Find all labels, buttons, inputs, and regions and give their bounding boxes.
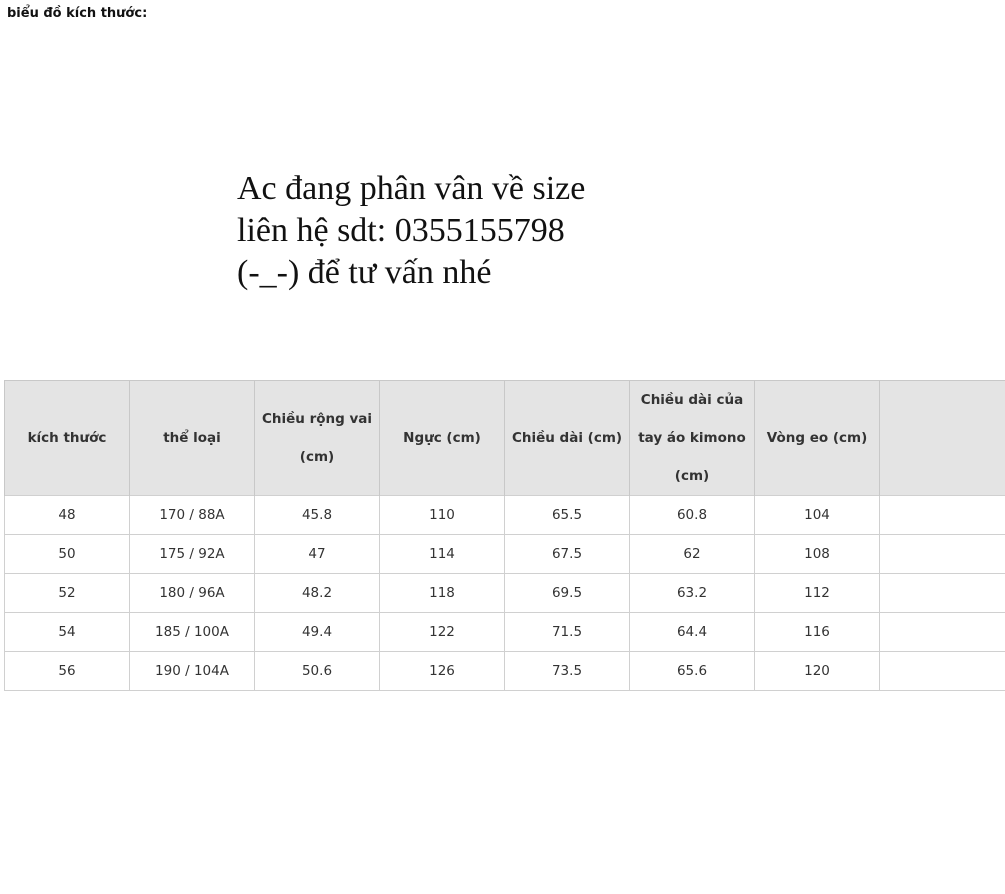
table-cell — [880, 574, 1005, 613]
size-table-container — [4, 380, 886, 679]
table-row — [5, 535, 1005, 574]
table-cell: 104 — [755, 496, 880, 535]
table-cell: 56 — [5, 652, 130, 691]
notice-line-3: (-_-) để tư vấn nhé — [237, 254, 492, 291]
table-cell: 126 — [380, 652, 505, 691]
table-cell: 50 — [5, 535, 130, 574]
table-cell: 67.5 — [505, 535, 630, 574]
header-type: thể loại — [130, 381, 255, 496]
table-cell: 48 — [5, 496, 130, 535]
table-row — [5, 652, 1005, 691]
header-waist: Vòng eo (cm) — [755, 381, 880, 496]
table-cell: 60.8 — [630, 496, 755, 535]
table-cell: 47 — [255, 535, 380, 574]
table-cell: 64.4 — [630, 613, 755, 652]
table-cell: 190 / 104A — [130, 652, 255, 691]
table-cell: 71.5 — [505, 613, 630, 652]
header-sleeve-length: Chiều dài của tay áo kimono (cm) — [630, 381, 755, 496]
table-row — [5, 574, 1005, 613]
table-cell: 48.2 — [255, 574, 380, 613]
table-row — [5, 613, 1005, 652]
table-cell: 116 — [755, 613, 880, 652]
table-cell — [880, 652, 1005, 691]
table-cell: 63.2 — [630, 574, 755, 613]
table-cell: 122 — [380, 613, 505, 652]
table-cell: 50.6 — [255, 652, 380, 691]
table-cell: 73.5 — [505, 652, 630, 691]
table-cell: 65.6 — [630, 652, 755, 691]
table-cell: 108 — [755, 535, 880, 574]
table-header-row — [5, 381, 1005, 496]
table-cell: 180 / 96A — [130, 574, 255, 613]
size-consult-notice — [237, 168, 585, 294]
table-cell: 52 — [5, 574, 130, 613]
table-cell: 175 / 92A — [130, 535, 255, 574]
header-size: kích thước — [5, 381, 130, 496]
header-length: Chiều dài (cm) — [505, 381, 630, 496]
table-cell: 69.5 — [505, 574, 630, 613]
table-row — [5, 496, 1005, 535]
size-chart-heading: biểu đồ kích thước: — [7, 6, 148, 21]
table-cell: 62 — [630, 535, 755, 574]
table-cell — [880, 535, 1005, 574]
table-cell — [880, 613, 1005, 652]
table-cell: 185 / 100A — [130, 613, 255, 652]
header-chest: Ngực (cm) — [380, 381, 505, 496]
table-cell: 49.4 — [255, 613, 380, 652]
size-table — [4, 380, 1005, 691]
table-cell: 170 / 88A — [130, 496, 255, 535]
header-shoulder-width: Chiều rộng vai (cm) — [255, 381, 380, 496]
header-extra — [880, 381, 1005, 496]
table-cell: 110 — [380, 496, 505, 535]
table-cell — [880, 496, 1005, 535]
table-cell: 112 — [755, 574, 880, 613]
table-cell: 118 — [380, 574, 505, 613]
table-cell: 114 — [380, 535, 505, 574]
notice-line-1: Ac đang phân vân về size — [237, 170, 586, 207]
notice-line-2: liên hệ sdt: 0355155798 — [237, 212, 565, 249]
table-cell: 120 — [755, 652, 880, 691]
table-cell: 65.5 — [505, 496, 630, 535]
table-cell: 54 — [5, 613, 130, 652]
table-cell: 45.8 — [255, 496, 380, 535]
